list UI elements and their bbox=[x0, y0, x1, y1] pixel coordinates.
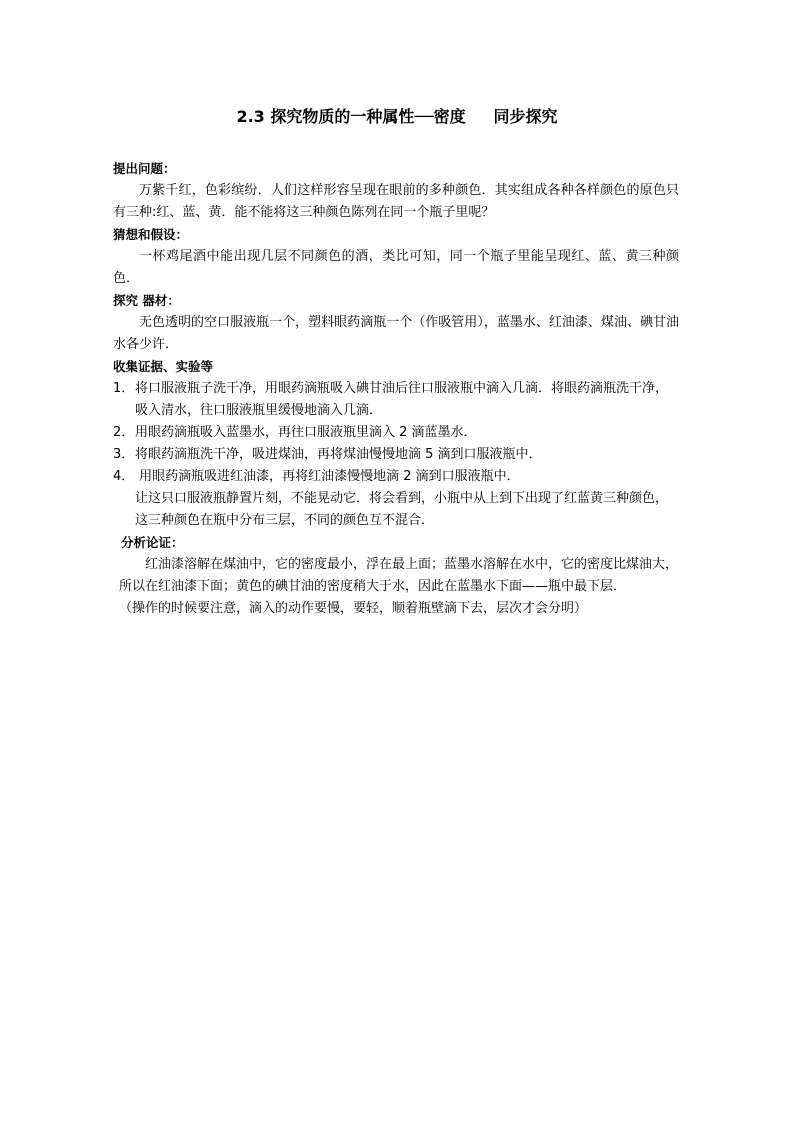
experiment-observation: 让这只口服液瓶静置片刻，不能晃动它．将会看到，小瓶中从上到下出现了红蓝黄三种颜色，这三种颜色在瓶中分布三层，不同的颜色互不混合． bbox=[135, 491, 669, 528]
step-text: 将眼药滴瓶洗干净，吸进煤油，再将煤油慢慢地滴 5 滴到口服液瓶中． bbox=[135, 447, 542, 462]
step-text: 用眼药滴瓶吸入蓝墨水，再往口服液瓶里滴入 2 滴蓝墨水． bbox=[135, 425, 477, 440]
experiment-step bbox=[113, 444, 679, 466]
section-text-hypothesis: 一杯鸡尾酒中能出现几层不同颜色的酒，类比可知，同一个瓶子里能呈现红、蓝、黄三种颜色． bbox=[113, 249, 679, 286]
step-text: 将口服液瓶子洗干净，用眼药滴瓶吸入碘甘油后往口服液瓶中滴入几滴．将眼药滴瓶洗干净，吸入清水，往口服液瓶里缓慢地滴入几滴． bbox=[135, 381, 669, 418]
experiment-step bbox=[113, 422, 679, 444]
section-heading-hypothesis: 猜想和假设： bbox=[113, 227, 189, 242]
step-number: 4． bbox=[113, 469, 135, 484]
step-number: 3． bbox=[113, 447, 135, 462]
section-heading-question: 提出问题： bbox=[113, 161, 176, 176]
document-body bbox=[113, 158, 679, 620]
section-heading-analysis: 分析论证： bbox=[121, 535, 184, 550]
section-text-materials: 无色透明的空口服液瓶一个，塑料眼药滴瓶一个（作吸管用），蓝墨水、红油漆、煤油、碘甘油水各少许． bbox=[113, 315, 679, 352]
experiment-step bbox=[113, 466, 679, 488]
document-title: 2.3 探究物质的一种属性──密度 同步探究 bbox=[236, 107, 558, 126]
step-text: 用眼药滴瓶吸进红油漆，再将红油漆慢慢地滴 2 滴到口服液瓶中． bbox=[135, 469, 520, 484]
step-number: 2． bbox=[113, 425, 135, 440]
section-text-analysis: 红油漆溶解在煤油中，它的密度最小，浮在最上面；蓝墨水溶解在水中，它的密度比煤油大，所以在红油漆下面；黄色的碘甘油的密度稍大于水，因此在蓝墨水下面——瓶中最下层． bbox=[119, 557, 679, 594]
experiment-step bbox=[113, 378, 679, 422]
step-number: 1． bbox=[113, 381, 135, 396]
operation-note: （操作的时候要注意，滴入的动作要慢，要轻，顺着瓶壁滴下去，层次才会分明） bbox=[119, 601, 588, 616]
section-text-question: 万紫千红，色彩缤纷．人们这样形容呈现在眼前的多种颜色．其实组成各种各样颜色的原色只有三种:红、蓝、黄．能不能将这三种颜色陈列在同一个瓶子里呢？ bbox=[113, 183, 679, 220]
section-heading-materials: 探究 器材： bbox=[113, 293, 180, 308]
section-heading-experiment: 收集证据、实验等 bbox=[113, 359, 214, 374]
